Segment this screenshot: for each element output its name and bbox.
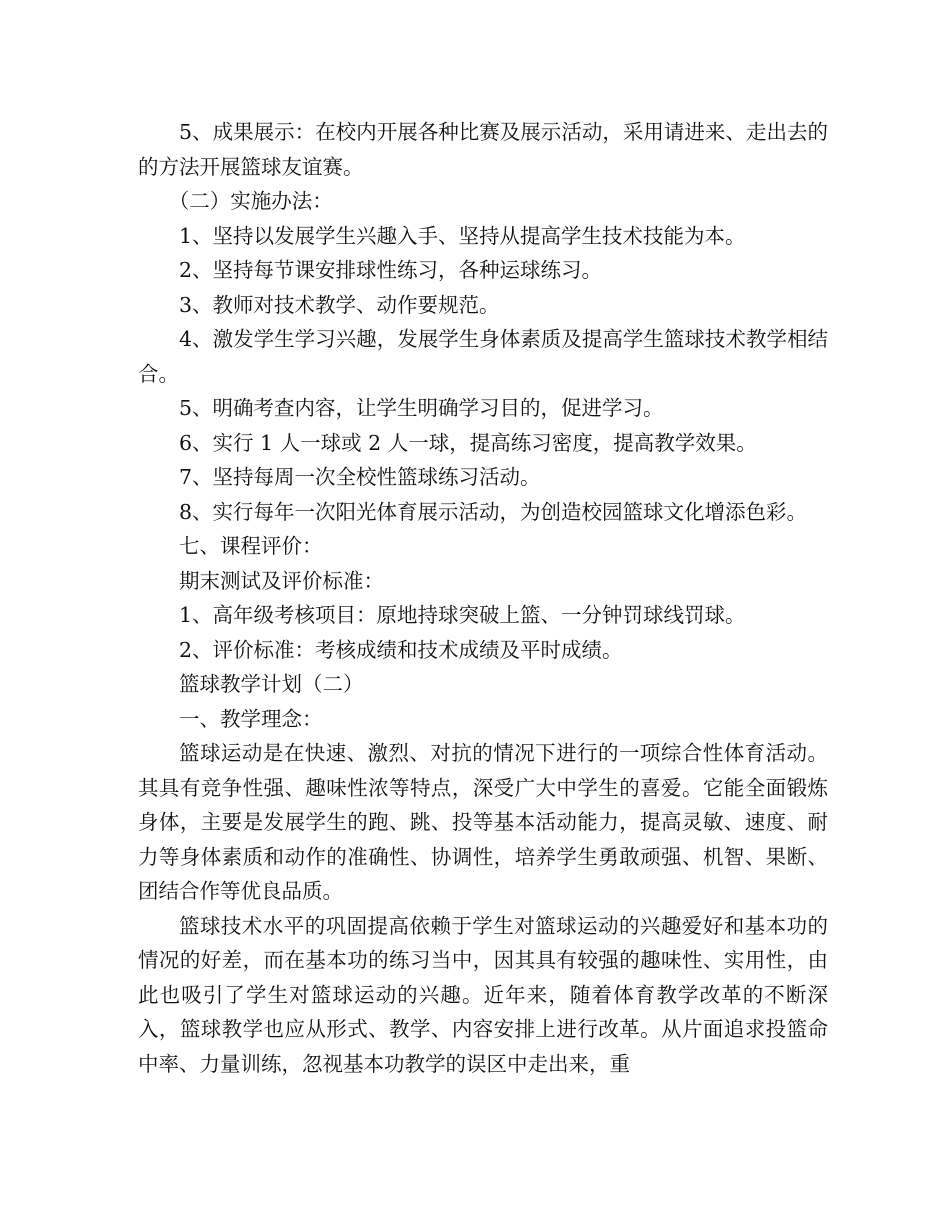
- document-body: [138, 115, 828, 1081]
- paragraph-6: 4、激发学生学习兴趣，发展学生身体素质及提高学生篮球技术教学相结合。: [138, 327, 828, 386]
- paragraph-8: 6、实行 1 人一球或 2 人一球，提高练习密度，提高教学效果。: [179, 430, 757, 455]
- paragraph-9: 7、坚持每周一次全校性篮球练习活动。: [179, 465, 541, 489]
- paragraph-17: 篮球运动是在快速、激烈、对抗的情况下进行的一项综合性体育活动。其具有竞争性强、趣味性浓等特点，深受广大中学生的喜爱。它能全面锻炼身体，主要是发展学生的跑、跳、投等基本活动能力，提高灵敏、速度、耐力等身体素质和动作的准确性、协调性，培养学生勇敢顽强、机智、果断、团结合作等优良品质。: [138, 741, 828, 903]
- paragraph-13: 1、高年级考核项目：原地持球突破上篮、一分钟罚球线罚球。: [179, 603, 746, 627]
- paragraph-14: 2、评价标准：考核成绩和技术成绩及平时成绩。: [179, 637, 623, 662]
- paragraph-10: 8、实行每年一次阳光体育展示活动，为创造校园篮球文化增添色彩。: [179, 499, 808, 524]
- paragraph-4: 2、坚持每节课安排球性练习，各种运球练习。: [179, 258, 603, 282]
- paragraph-5: 3、教师对技术教学、动作要规范。: [179, 292, 500, 317]
- paragraph-3: 1、坚持以发展学生兴趣入手、坚持从提高学生技术技能为本。: [179, 223, 746, 248]
- paragraph-1: 5、成果展示：在校内开展各种比赛及展示活动，采用请进来、走出去的的方法开展篮球友谊赛。: [138, 120, 828, 179]
- paragraph-7: 5、明确考查内容，让学生明确学习目的，促进学习。: [179, 396, 664, 420]
- paragraph-11: 七、课程评价：: [179, 534, 323, 558]
- paragraph-15: 篮球教学计划（二）: [179, 672, 364, 696]
- paragraph-18: 篮球技术水平的巩固提高依赖于学生对篮球运动的兴趣爱好和基本功的情况的好差，而在基本功的练习当中，因其具有较强的趣味性、实用性，由此也吸引了学生对篮球运动的兴趣。近年来，随着体育教学改革的不断深入，篮球教学也应从形式、教学、内容安排上进行改革。从片面追求投篮命中率、力量训练，忽视基本功教学的误区中走出来，重: [138, 913, 828, 1076]
- paragraph-2: （二）实施办法：: [168, 189, 333, 213]
- paragraph-12: 期末测试及评价标准：: [179, 568, 384, 593]
- paragraph-16: 一、教学理念：: [179, 706, 323, 731]
